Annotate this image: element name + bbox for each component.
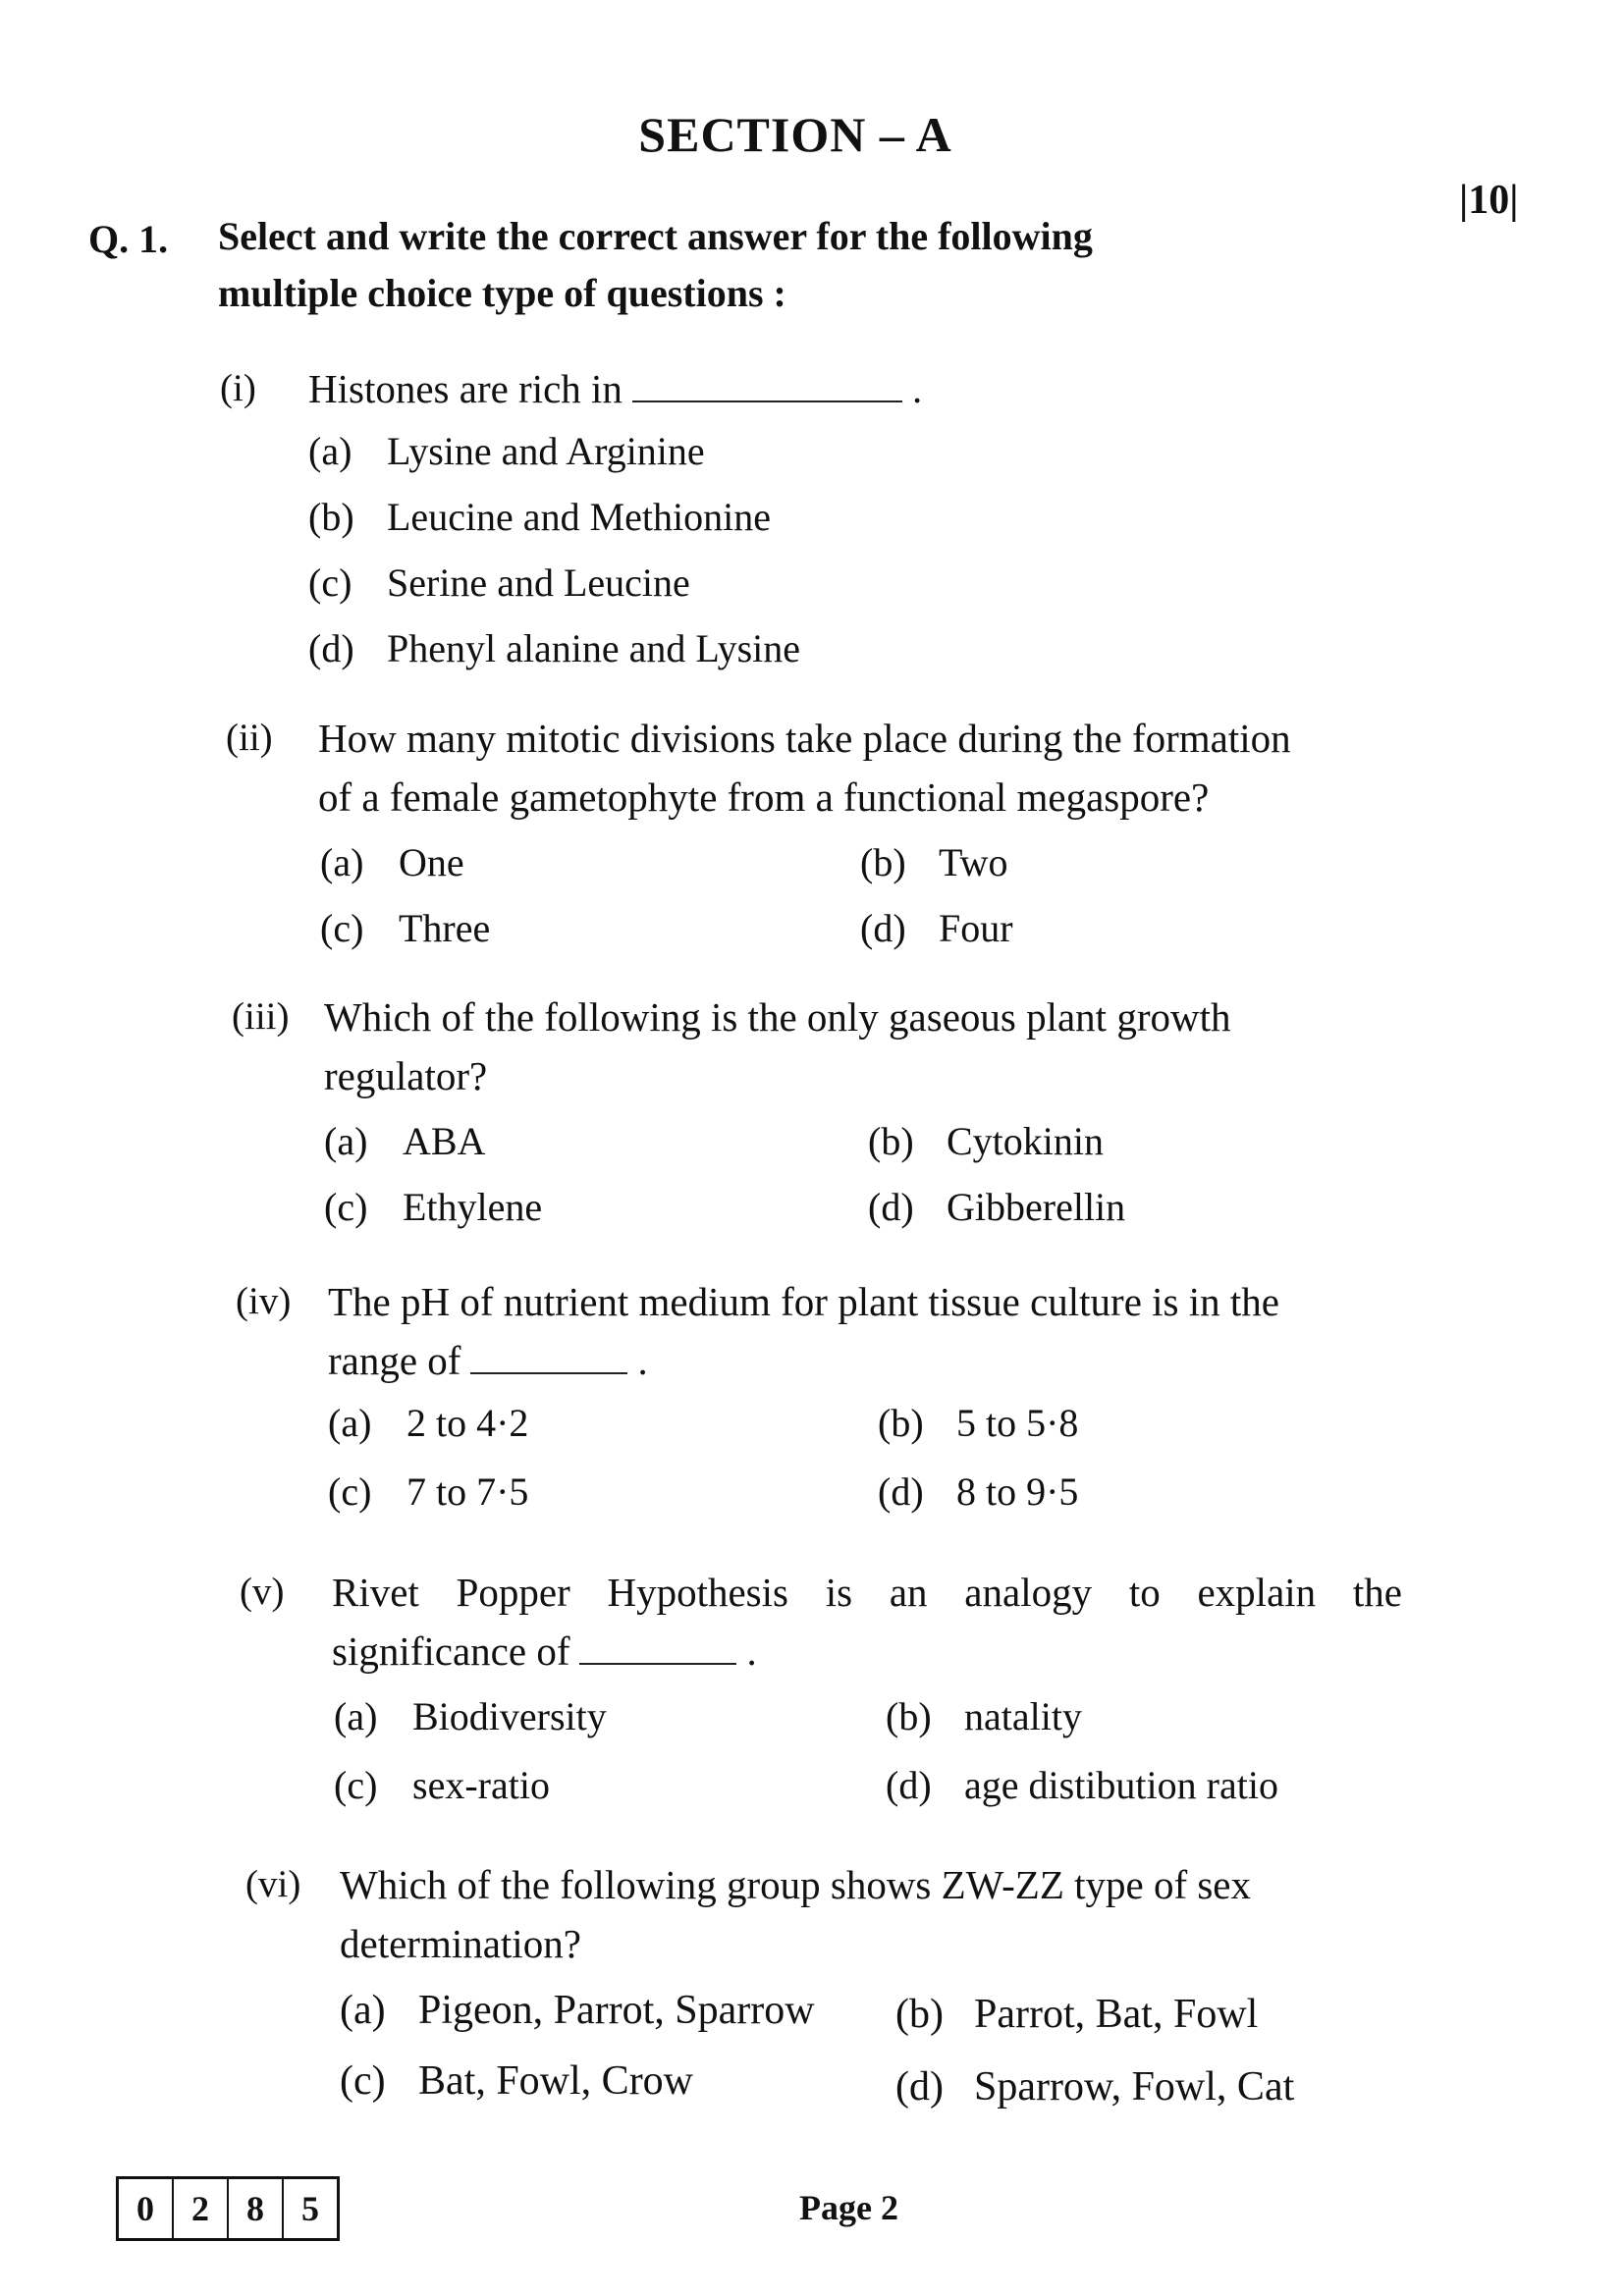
option-text: 7 to 7·5 [406,1469,529,1514]
option-b [878,1400,1078,1446]
item-text-line-1: The pH of nutrient medium for plant tissue culture is in the [328,1279,1279,1324]
option-label: (a) [324,1119,368,1163]
option-d [886,1762,1278,1808]
item-text-line-1: Which of the following group shows ZW-ZZ type of sex [340,1862,1252,1907]
item-text-line-2: of a female gametophyte from a functional megaspore? [318,774,1210,820]
option-label: (c) [320,906,364,950]
option-c [324,1184,542,1230]
option-text: Lysine and Arginine [387,429,705,473]
option-d [860,905,1013,951]
section-title: SECTION – A [638,107,952,162]
paper-code-box [116,2176,340,2241]
option-label: (b) [878,1401,924,1445]
option-text: Sparrow, Fowl, Cat [974,2064,1295,2109]
option-a [320,839,464,885]
option-c [340,2057,693,2105]
instruction-line-2: multiple choice type of questions : [218,271,786,315]
option-c [334,1762,550,1808]
option-label: (d) [308,626,354,670]
option-b [886,1693,1082,1739]
item-text-line-2 [332,1622,1490,1681]
item-number: (vi) [245,1863,301,1905]
option-label: (d) [886,1763,932,1807]
option-label: (a) [340,1988,386,2033]
option-text: 2 to 4·2 [406,1401,529,1445]
option-d [868,1184,1125,1230]
answer-blank [470,1343,627,1374]
marks-label: |10| [1459,178,1519,223]
item-number: (v) [240,1571,285,1613]
code-digit: 2 [174,2179,229,2238]
code-digit: 0 [119,2179,174,2238]
item-number: (ii) [226,717,273,759]
option-text: Biodiversity [412,1694,607,1738]
option-text: 8 to 9·5 [956,1469,1079,1514]
option-label: (b) [895,1992,944,2037]
answer-blank [579,1633,736,1665]
item-text-line-1: Which of the following is the only gaseous plant growth [324,994,1231,1040]
option-label: (c) [324,1185,368,1229]
option-text: natality [964,1694,1082,1738]
option-text: Gibberellin [947,1185,1126,1229]
option-label: (d) [878,1469,924,1514]
option-label: (c) [340,2058,386,2104]
item-text-line-1: How many mitotic divisions take place during the formation [318,716,1291,761]
item-text-end: . [746,1629,757,1674]
instruction-line-1: Select and write the correct answer for the following [218,214,1093,258]
item-number: (i) [220,367,256,409]
option-text: Parrot, Bat, Fowl [974,1992,1259,2037]
option-text: 5 to 5·8 [956,1401,1079,1445]
option-text: Ethylene [403,1185,543,1229]
item-number: (iii) [232,995,290,1038]
option-text: ABA [403,1119,486,1163]
item-text [318,709,1477,827]
option-text: Two [939,840,1008,884]
question-instruction [218,208,1327,322]
option-a [334,1693,607,1739]
option-label: (a) [308,429,352,473]
item-text-line-2: determination? [340,1921,581,1966]
option-a [340,1987,815,2034]
option-text: Pigeon, Parrot, Sparrow [418,1988,815,2033]
item-text-line-2-text: significance of [332,1629,570,1674]
option-label: (d) [895,2064,944,2109]
item-number: (iv) [236,1280,292,1322]
item-text [308,359,1467,418]
option-label: (c) [308,561,352,605]
option-text: Three [399,906,491,950]
option-label: (b) [308,495,354,539]
option-text: sex-ratio [412,1763,550,1807]
option-text: Serine and Leucine [387,561,690,605]
item-text-line-1: Rivet Popper Hypothesis is an analogy to explain the [332,1570,1402,1615]
item-text-line-2-text: range of [328,1338,461,1383]
option-c [308,560,690,606]
option-b [860,839,1008,885]
option-a [324,1118,485,1164]
option-text: Cytokinin [947,1119,1105,1163]
option-b [895,1991,1258,2038]
option-text: Bat, Fowl, Crow [418,2058,694,2104]
option-label: (c) [328,1469,372,1514]
option-c [320,905,490,951]
option-label: (a) [334,1694,378,1738]
item-text [340,1855,1498,1973]
code-digit: 8 [229,2179,284,2238]
option-label: (b) [868,1119,914,1163]
option-d [308,625,800,671]
item-text-line-2: regulator? [324,1053,488,1098]
item-text-line-2 [328,1331,1487,1390]
option-text: Phenyl alanine and Lysine [387,626,801,670]
item-text [324,988,1483,1105]
option-label: (b) [860,840,906,884]
option-label: (d) [868,1185,914,1229]
item-text [328,1272,1487,1390]
option-d [878,1468,1078,1515]
option-label: (c) [334,1763,378,1807]
option-label: (a) [320,840,364,884]
option-d [895,2063,1294,2110]
option-a [328,1400,528,1446]
code-digit: 5 [301,2189,319,2228]
option-text: One [399,840,464,884]
option-c [328,1468,528,1515]
question-number: Q. 1. [88,217,169,261]
item-text-end: . [637,1338,648,1383]
option-text: age distibution ratio [964,1763,1278,1807]
option-a [308,428,705,474]
option-label: (d) [860,906,906,950]
item-text-end: . [911,366,923,411]
option-label: (a) [328,1401,372,1445]
item-text-line: Histones are rich in [308,366,623,411]
option-b [308,494,771,540]
option-label: (b) [886,1694,932,1738]
option-b [868,1118,1104,1164]
option-text: Four [939,906,1013,950]
page-number: Page 2 [799,2188,898,2227]
answer-blank [632,371,902,402]
option-text: Leucine and Methionine [387,495,771,539]
